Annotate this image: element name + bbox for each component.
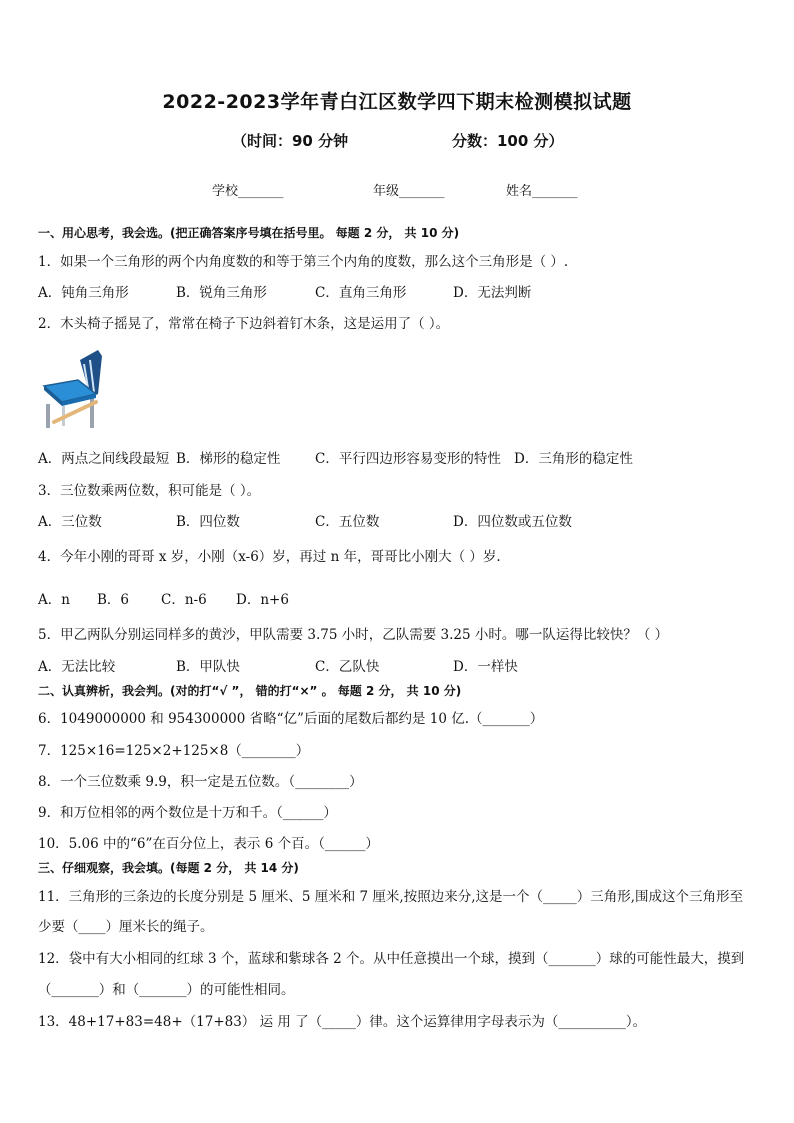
- q3-option-d: D．四位数或五位数: [453, 514, 572, 530]
- q3-option-b: B．四位数: [176, 514, 240, 530]
- q4-option-b: B．6: [97, 592, 130, 608]
- q1-option-c: C．直角三角形: [315, 285, 407, 301]
- grade-field: 年级_______: [373, 184, 445, 199]
- question-9: 9．和万位相邻的两个数位是十万和千。（______）: [38, 805, 337, 821]
- question-1: 1．如果一个三角形的两个内角度数的和等于第三个内角的度数，那么这个三角形是（ ）.: [38, 254, 569, 270]
- question-10: 10．5.06 中的“6”在百分位上，表示 6 个百。（______）: [38, 836, 379, 852]
- question-3: 3．三位数乘两位数，积可能是（ ）。: [38, 483, 261, 499]
- question-7: 7．125×16=125×2+125×8（________）: [38, 743, 310, 759]
- q1-option-b: B．锐角三角形: [176, 285, 267, 301]
- question-12-line-2: （_______）和（_______）的可能性相同。: [38, 982, 295, 998]
- q2-option-d: D．三角形的稳定性: [514, 451, 633, 467]
- question-13: 13．48+17+83=48+（17+83） 运 用 了（_____）律。这个运算律用字母表示为（__________）。: [38, 1014, 647, 1030]
- q5-option-b: B．甲队快: [176, 659, 240, 675]
- section-3-heading: 三、仔细观察，我会填。(每题 2 分， 共 14 分): [38, 861, 299, 875]
- question-6: 6．1049000000 和 954300000 省略“亿”后面的尾数后都约是 10 亿.（_______）: [38, 711, 544, 727]
- question-4: 4．今年小刚的哥哥 x 岁，小刚（x-6）岁，再过 n 年，哥哥比小刚大（ ）岁.: [38, 549, 501, 565]
- q2-option-a: A．两点之间线段最短: [38, 451, 170, 467]
- q4-option-c: C．n-6: [161, 592, 207, 608]
- question-11-line-2: 少要（____）厘米长的绳子。: [38, 919, 214, 935]
- q1-option-d: D．无法判断: [453, 285, 532, 301]
- school-field: 学校_______: [212, 184, 284, 199]
- chair-image: [40, 346, 110, 430]
- q1-option-a: A．钝角三角形: [38, 285, 129, 301]
- page-title: 2022-2023学年青白江区数学四下期末检测模拟试题: [162, 91, 632, 113]
- q2-option-c: C．平行四边形容易变形的特性: [315, 451, 501, 467]
- q4-option-d: D．n+6: [236, 592, 289, 608]
- question-11-line-1: 11．三角形的三条边的长度分别是 5 厘米、5 厘米和 7 厘米,按照边来分,这是一个（_____）三角形,围成这个三角形至: [38, 889, 744, 905]
- q3-option-a: A．三位数: [38, 514, 102, 530]
- q5-option-a: A．无法比较: [38, 659, 116, 675]
- section-1-heading: 一、用心思考，我会选。(把正确答案序号填在括号里。 每题 2 分， 共 10 分): [38, 226, 460, 240]
- question-2: 2．木头椅子摇晃了，常常在椅子下边斜着钉木条，这是运用了（ ）。: [38, 316, 450, 332]
- q3-option-c: C．五位数: [315, 514, 380, 530]
- question-12-line-1: 12．袋中有大小相同的红球 3 个，蓝球和紫球各 2 个。从中任意摸出一个球，摸到（_______）球的可能性最大，摸到: [38, 951, 745, 967]
- section-2-heading: 二、认真辨析，我会判。(对的打“√ ”， 错的打“×” 。 每题 2 分， 共 10 分): [38, 684, 462, 698]
- exam-score: 分数：100 分）: [452, 132, 564, 150]
- name-field: 姓名_______: [506, 184, 578, 199]
- q5-option-c: C．乙队快: [315, 659, 380, 675]
- question-5: 5．甲乙两队分别运同样多的黄沙，甲队需要 3.75 小时，乙队需要 3.25 小时。哪一队运得比较快？（ ）: [38, 627, 669, 643]
- q2-option-b: B．梯形的稳定性: [176, 451, 281, 467]
- q4-option-a: A．n: [38, 592, 70, 608]
- q5-option-d: D．一样快: [453, 659, 518, 675]
- exam-time: （时间：90 分钟: [232, 132, 349, 150]
- question-8: 8．一个三位数乘 9.9，积一定是五位数。（________）: [38, 774, 363, 790]
